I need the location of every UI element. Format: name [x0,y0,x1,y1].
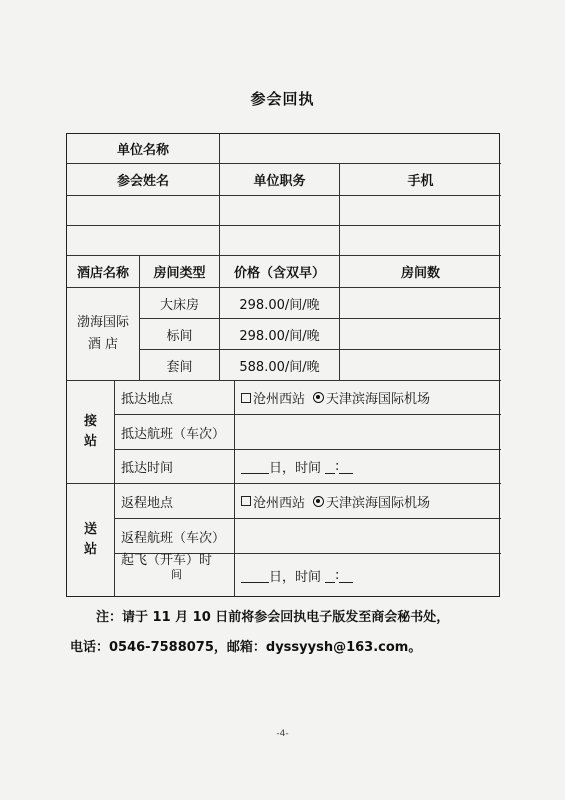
depart-time-label [115,554,235,596]
room-price-king: 298.00/间/晚 [220,288,340,319]
attendee-phone-field-1[interactable] [340,196,501,226]
hotel-name-header: 酒店名称 [67,256,140,288]
hotel-name [67,288,140,381]
note-line-1: 注：请于 11 月 10 日前将参会回执电子版发至商会秘书处， [96,610,450,625]
arrival-flight-label: 抵达航班（车次） [115,415,235,450]
depart-time-field[interactable] [235,554,501,596]
depart-minute-blank[interactable] [339,568,353,583]
attendee-phone-field-2[interactable] [340,226,501,256]
return-option-tianjin[interactable] [313,492,430,511]
hotel-name-line1: 渤海国际 [76,315,129,330]
pickup-label [67,381,115,484]
depart-time-label-line2: 间 [171,568,182,581]
room-price-standard: 298.00/间/晚 [220,319,340,350]
arrival-option-tianjin-label: 天津滨海国际机场 [326,392,431,407]
return-place-label: 返程地点 [115,484,235,519]
note-line-2: 电话：0546-7588075，邮箱：dyssyysh@163.com。 [70,640,422,655]
return-option-tianjin-label: 天津滨海国际机场 [326,495,431,511]
checkbox-empty-icon[interactable] [241,393,251,403]
dropoff-char-1: 送 [83,522,97,537]
pickup-char-2: 站 [83,434,97,449]
room-count-suite-field[interactable] [340,350,501,381]
arrival-time-label: 抵达时间 [115,450,235,484]
arrival-day-text: 日，时间 [269,461,322,476]
price-header: 价格（含双早） [220,256,340,288]
depart-hour-blank[interactable] [325,568,335,583]
dropoff-label [67,484,115,596]
checkbox-empty-icon[interactable] [241,496,251,506]
room-type-king: 大床房 [140,288,220,319]
arrival-time-field[interactable] [235,450,501,484]
attendee-position-field-1[interactable] [220,196,340,226]
return-option-cangzhou-label: 沧州西站 [253,495,306,511]
return-flight-label: 返程航班（车次） [115,519,235,554]
arrival-option-tianjin[interactable] [313,388,430,407]
phone-header: 手机 [340,164,501,196]
return-flight-field[interactable] [235,519,501,554]
room-count-king-field[interactable] [340,288,501,319]
reply-form-table [66,133,500,597]
room-type-suite: 套间 [140,350,220,381]
attendee-name-field-2[interactable] [67,226,220,256]
position-header: 单位职务 [220,164,340,196]
radio-selected-icon[interactable] [313,496,324,507]
unit-name-field[interactable] [220,134,501,164]
depart-time-label-line1: 起飞（开车）时 [121,553,213,568]
attendee-name-field-1[interactable] [67,196,220,226]
attendee-name-header: 参会姓名 [67,164,220,196]
pickup-char-1: 接 [83,414,97,429]
room-count-header: 房间数 [340,256,501,288]
room-price-suite: 588.00/间/晚 [220,350,340,381]
radio-selected-icon[interactable] [313,392,324,403]
attendee-position-field-2[interactable] [220,226,340,256]
room-count-standard-field[interactable] [340,319,501,350]
dropoff-char-2: 站 [83,542,97,557]
hotel-name-line2: 酒 店 [87,337,119,352]
arrival-hour-blank[interactable] [325,459,335,474]
room-type-header: 房间类型 [140,256,220,288]
page-title: 参会回执 [250,90,315,108]
arrival-minute-blank[interactable] [339,459,353,474]
arrival-colon: : [335,459,340,474]
arrival-option-cangzhou-label: 沧州西站 [253,392,306,407]
arrival-option-cangzhou[interactable] [241,388,305,407]
depart-day-text: 日，时间 [269,569,322,585]
arrival-place-label: 抵达地点 [115,381,235,415]
page-number: -4- [276,729,289,739]
return-place-options [235,484,501,519]
depart-colon: : [335,567,340,583]
return-option-cangzhou[interactable] [241,492,305,511]
arrival-day-blank[interactable] [241,459,269,474]
arrival-flight-field[interactable] [235,415,501,450]
depart-day-blank[interactable] [241,568,269,583]
arrival-place-options [235,381,501,415]
unit-name-label: 单位名称 [67,134,220,164]
room-type-standard: 标间 [140,319,220,350]
